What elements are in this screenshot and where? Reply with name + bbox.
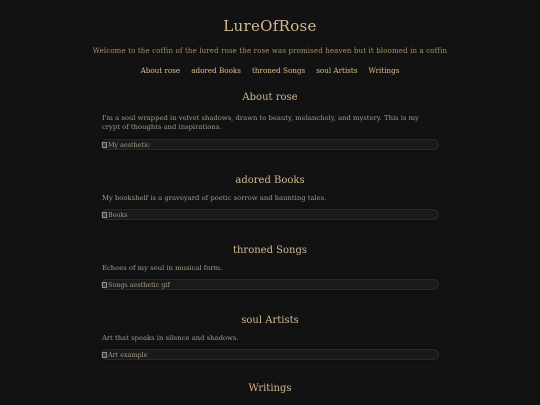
section-songs [0,244,540,290]
image-alt-text: My aesthetic [108,140,150,149]
image-alt-text: Art example [108,350,148,359]
broken-image [102,140,150,149]
image-frame-songs [101,279,439,290]
section-text-songs: Echoes of my soul in musical form. [102,264,223,272]
nav-link-songs[interactable]: throned Songs [251,66,306,75]
nav-link-about[interactable]: About rose [140,66,181,75]
image-frame-books [101,209,439,220]
broken-image-icon [102,212,107,218]
image-alt-text: Songs aesthetic gif [108,280,170,289]
site-tagline: Welcome to the coffin of the lured rose the rose was promised heaven but it bloomed in a coffin [92,47,448,55]
nav-link-writings[interactable]: Writings [368,66,400,75]
nav-link-books[interactable]: adored Books [191,66,241,75]
section-books [0,174,540,220]
broken-image [102,280,170,289]
site-header [0,0,540,76]
site-title: LureOfRose [223,17,317,35]
section-about [0,91,540,150]
image-alt-text: Books [108,210,128,219]
broken-image-icon [102,282,107,288]
broken-image [102,210,128,219]
broken-image-icon [102,142,107,148]
section-title-artists: soul Artists [241,315,299,326]
section-text-books: My bookshelf is a graveyard of poetic sorrow and haunting tales. [102,194,327,202]
section-title-about: About rose [242,92,298,103]
section-title-songs: throned Songs [232,245,308,256]
main-nav [0,66,540,76]
broken-image-icon [102,352,107,358]
section-artists [0,314,540,360]
section-title-writings: Writings [248,383,292,394]
section-title-books: adored Books [235,175,305,186]
nav-link-artists[interactable]: soul Artists [316,66,358,75]
broken-image [102,350,147,359]
image-frame-artists [101,349,439,360]
section-text-artists: Art that speaks in silence and shadows. [102,334,239,342]
section-writings [0,382,540,395]
section-text-about: I'm a soul wrapped in velvet shadows, drawn to beauty, melancholy, and mystery. This is my crypt of thoughts and inspirations. [102,114,419,131]
image-frame-about [101,139,439,150]
